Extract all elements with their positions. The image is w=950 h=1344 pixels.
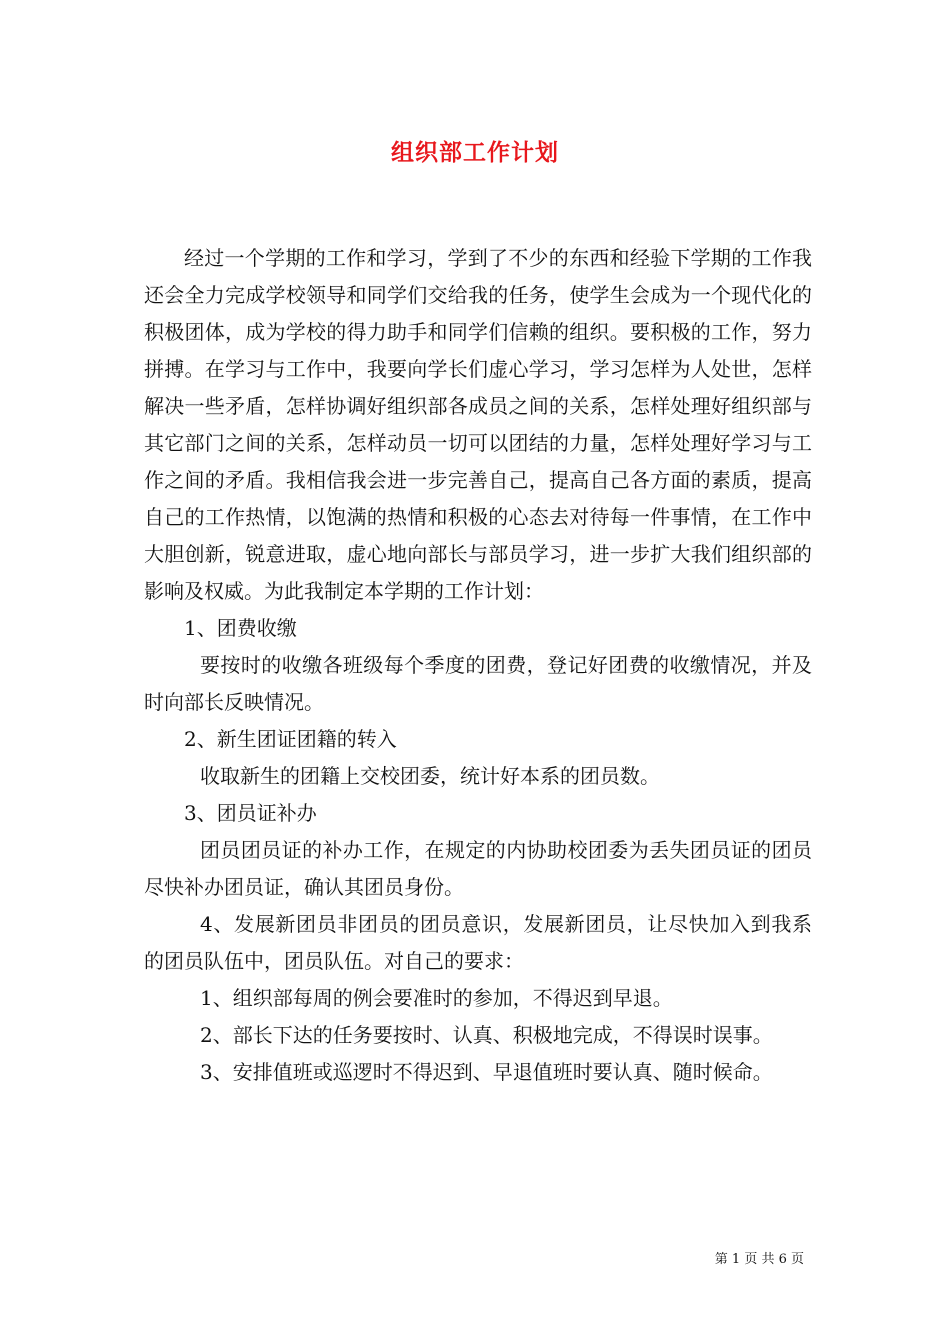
section-heading-1: 1、团费收缴 [184,616,297,640]
page-number-label: 第 1 页 共 6 页 [714,1252,804,1267]
section-paragraph-1: 要按时的收缴各班级每个季度的团费，登记好团费的收缴情况，并及时向部长反映情况。 [144,653,812,714]
section-heading-2: 2、新生团证团籍的转入 [184,727,397,751]
document-body [144,240,812,1091]
document-title: 组织部工作计划 [391,139,559,166]
section-paragraph-4: 4、发展新团员非团员的团员意识，发展新团员，让尽快加入到我系的团员队伍中，团员队伍。对自己的要求： [144,912,812,973]
section-paragraph-2: 收取新生的团籍上交校团委，统计好本系的团员数。 [200,764,660,788]
section-heading-3: 3、团员证补办 [184,801,317,825]
intro-paragraph: 经过一个学期的工作和学习，学到了不少的东西和经验下学期的工作我还会全力完成学校领导和同学们交给我的任务，使学生会成为一个现代化的积极团体，成为学校的得力助手和同学们信赖的组织。要积极的工作，努力拼搏。在学习与工作中，我要向学长们虚心学习，学习怎样为人处世，怎样解决一些矛盾，怎样协调好组织部各成员之间的关系，怎样处理好组织部与其它部门之间的关系，怎样动员一切可以团结的力量，怎样处理好学习与工作之间的矛盾。我相信我会进一步完善自己，提高自己各方面的素质，提高自己的工作热情，以饱满的热情和积极的心态去对待每一件事情，在工作中大胆创新，锐意进取，虚心地向部长与部员学习，进一步扩大我们组织部的影响及权威。为此我制定本学期的工作计划： [144,246,812,603]
section-paragraph-3: 团员团员证的补办工作，在规定的内协助校团委为丢失团员证的团员尽快补办团员证，确认其团员身份。 [144,838,812,899]
requirement-item-3: 3、安排值班或巡逻时不得迟到、早退值班时要认真、随时候命。 [200,1060,773,1084]
requirement-item-2: 2、部长下达的任务要按时、认真、积极地完成，不得误时误事。 [200,1023,773,1047]
requirement-item-1: 1、组织部每周的例会要准时的参加，不得迟到早退。 [200,986,673,1010]
page-number-footer [715,1248,804,1267]
